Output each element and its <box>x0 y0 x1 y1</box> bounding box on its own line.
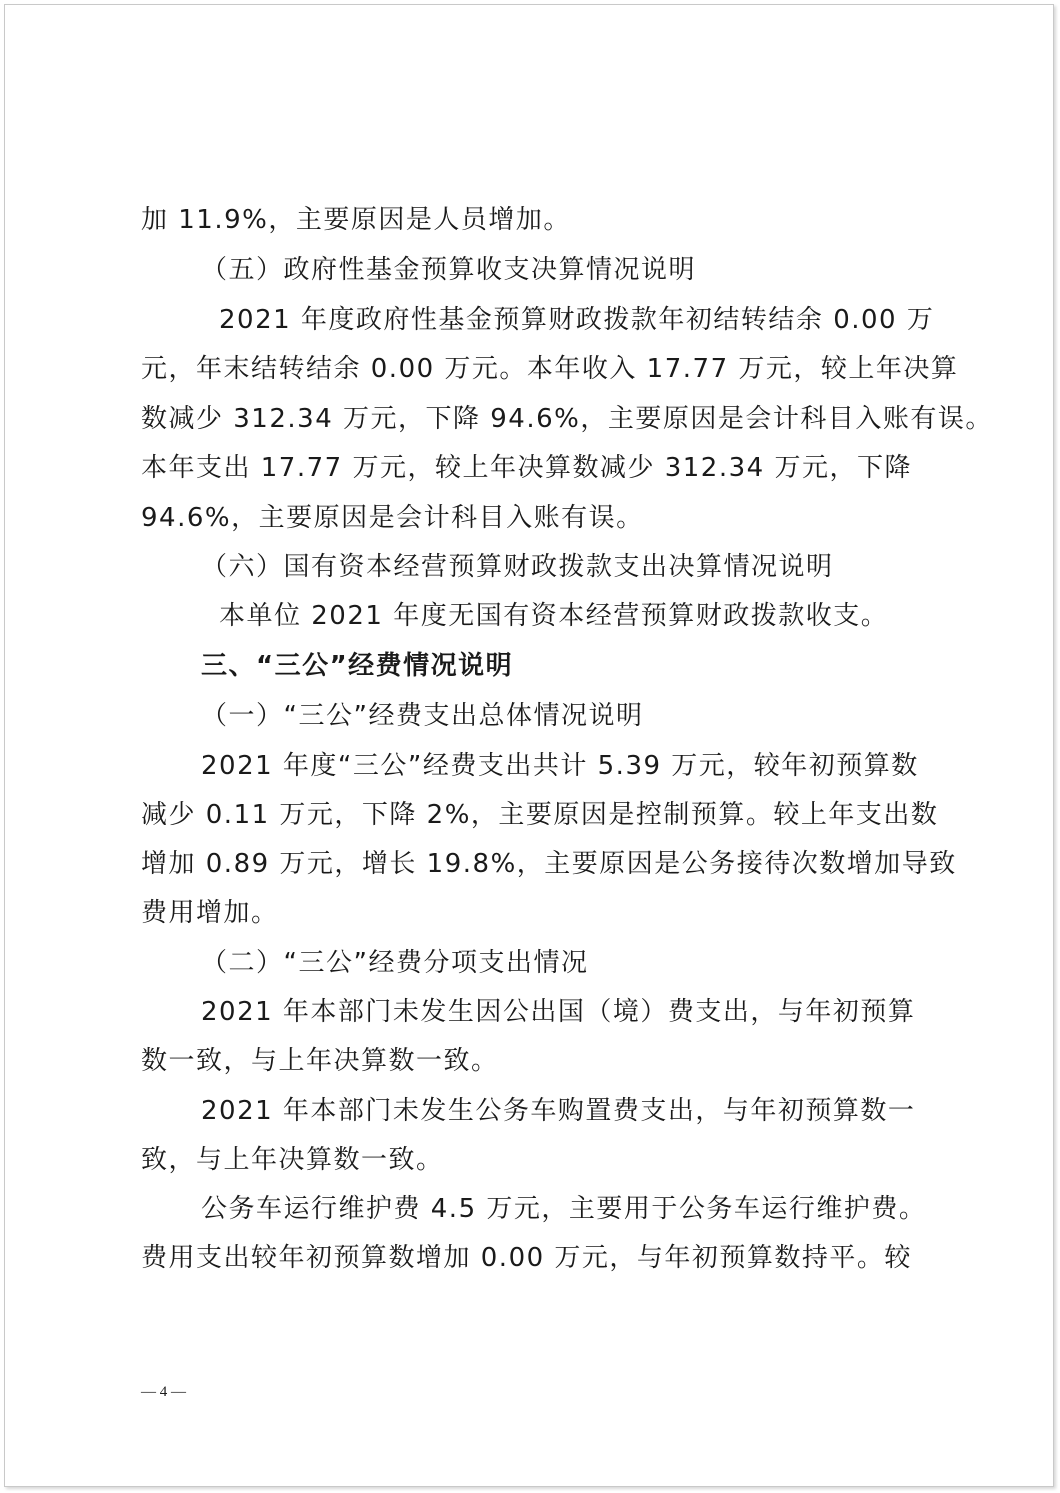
text-line: 公务车运行维护费 4.5 万元，主要用于公务车运行维护费。 <box>201 1194 927 1224</box>
section-subheading: （一）“三公”经费支出总体情况说明 <box>201 701 644 731</box>
text-line: 2021 年本部门未发生因公出国（境）费支出，与年初预算 <box>201 997 916 1027</box>
text-line: 数一致，与上年决算数一致。 <box>141 1046 499 1076</box>
text-line: 数减少 312.34 万元，下降 94.6%，主要原因是会计科目入账有误。 <box>141 404 993 434</box>
text-line: 本年支出 17.77 万元，较上年决算数减少 312.34 万元，下降 <box>141 453 912 483</box>
text-line: 增加 0.89 万元，增长 19.8%，主要原因是公务接待次数增加导致 <box>141 849 957 879</box>
section-subheading: （六）国有资本经营预算财政拨款支出决算情况说明 <box>201 552 834 582</box>
section-subheading: （二）“三公”经费分项支出情况 <box>201 948 589 978</box>
text-line: 费用支出较年初预算数增加 0.00 万元，与年初预算数持平。较 <box>141 1243 912 1273</box>
text-line: 减少 0.11 万元，下降 2%，主要原因是控制预算。较上年支出数 <box>141 800 939 830</box>
section-subheading: （五）政府性基金预算收支决算情况说明 <box>201 255 697 285</box>
text-line: 2021 年度政府性基金预算财政拨款年初结转结余 0.00 万 <box>219 305 935 335</box>
text-line: 费用增加。 <box>141 898 279 928</box>
text-line: 2021 年度“三公”经费支出共计 5.39 万元，较年初预算数 <box>201 751 919 781</box>
section-heading: 三、“三公”经费情况说明 <box>201 651 514 681</box>
text-line: 加 11.9%，主要原因是人员增加。 <box>141 205 571 235</box>
text-line: 2021 年本部门未发生公务车购置费支出，与年初预算数一 <box>201 1096 916 1126</box>
text-line: 本单位 2021 年度无国有资本经营预算财政拨款收支。 <box>219 601 889 631</box>
text-line: 94.6%，主要原因是会计科目入账有误。 <box>141 503 644 533</box>
page-number: — 4 — <box>141 1384 186 1400</box>
text-line: 元，年末结转结余 0.00 万元。本年收入 17.77 万元，较上年决算 <box>141 354 959 384</box>
text-line: 致，与上年决算数一致。 <box>141 1145 444 1175</box>
